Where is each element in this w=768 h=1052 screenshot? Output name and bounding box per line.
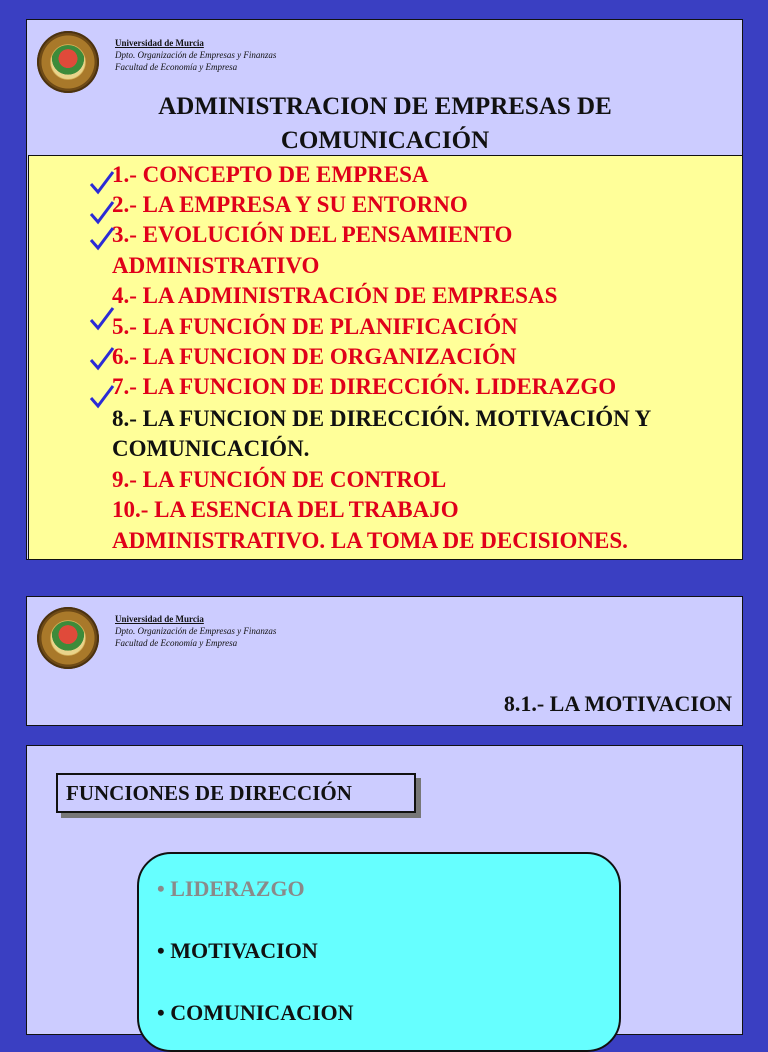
topic-item: 3.- EVOLUCIÓN DEL PENSAMIENTO — [112, 222, 513, 247]
functions-list-box — [137, 852, 621, 1052]
topic-item: 9.- LA FUNCIÓN DE CONTROL — [112, 467, 447, 492]
title-line-1: ADMINISTRACION DE EMPRESAS DE — [158, 93, 612, 120]
topic-item: 2.- LA EMPRESA Y SU ENTORNO — [112, 192, 468, 217]
topic-item: 4.- LA ADMINISTRACIÓN DE EMPRESAS — [112, 283, 558, 308]
topic-item: 10.- LA ESENCIA DEL TRABAJO — [112, 497, 459, 522]
institution-header — [115, 37, 276, 73]
topic-item: ADMINISTRATIVO. LA TOMA DE DECISIONES. — [112, 528, 628, 553]
institution-header — [115, 613, 276, 649]
topic-item: 7.- LA FUNCION DE DIRECCIÓN. LIDERAZGO — [112, 374, 617, 399]
slide-3 — [26, 745, 743, 1035]
functions-title-box: FUNCIONES DE DIRECCIÓN — [56, 773, 416, 813]
university-name: Universidad de Murcia — [115, 38, 204, 48]
topic-item: 1.- CONCEPTO DE EMPRESA — [112, 162, 429, 187]
topics-list-box — [28, 155, 743, 560]
topic-item: 5.- LA FUNCIÓN DE PLANIFICACIÓN — [112, 314, 518, 339]
university-seal-icon — [37, 607, 99, 669]
checkmark-icon — [89, 226, 115, 252]
university-name: Universidad de Murcia — [115, 614, 204, 624]
checkmark-icon — [89, 306, 115, 332]
topic-item: ADMINISTRATIVO — [112, 253, 320, 278]
department-name: Dpto. Organización de Empresas y Finanzas — [115, 50, 277, 60]
bullet-motivacion: • MOTIVACION — [157, 938, 318, 963]
slide-2 — [26, 596, 743, 726]
faculty-name: Facultad de Economía y Empresa — [115, 638, 238, 648]
checkmark-icon — [89, 200, 115, 226]
title-line-2: COMUNICACIÓN — [280, 127, 490, 154]
department-name: Dpto. Organización de Empresas y Finanzas — [115, 626, 277, 636]
topic-item-current: 8.- LA FUNCION DE DIRECCIÓN. MOTIVACIÓN Y — [112, 406, 652, 431]
slide-title — [27, 90, 743, 158]
topic-item-current: COMUNICACIÓN. — [112, 436, 310, 461]
checkmark-icon — [89, 346, 115, 372]
university-seal-icon — [37, 31, 99, 93]
checkmark-icon — [89, 384, 115, 410]
bullet-liderazgo: • LIDERAZGO — [157, 876, 305, 901]
section-title: 8.1.- LA MOTIVACION — [503, 691, 732, 716]
bullet-comunicacion: • COMUNICACION — [157, 1000, 354, 1025]
checkmark-icon — [89, 170, 115, 196]
faculty-name: Facultad de Economía y Empresa — [115, 62, 238, 72]
topic-item: 6.- LA FUNCION DE ORGANIZACIÓN — [112, 344, 517, 369]
